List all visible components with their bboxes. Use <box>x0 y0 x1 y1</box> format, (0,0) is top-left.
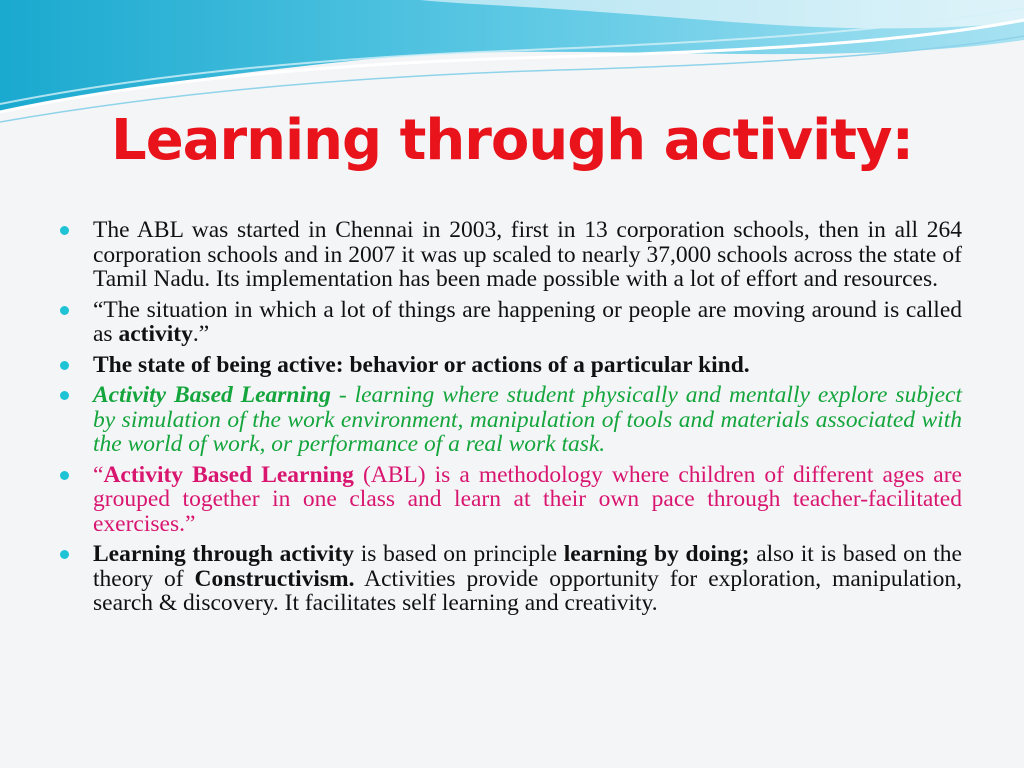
bullet-list <box>60 218 962 622</box>
bullet-bold-text: activity <box>118 321 193 347</box>
bullet-text: The ABL was started in Chennai in 2003, first in 13 corporation schools, then in all 264 corporation schools and in 2007 it was up scaled to nearly 37,000 schools across the state of Tamil Nadu. Its implementation has been made possible with a lot of effort and resources. <box>93 217 962 292</box>
bullet-bold-text: Learning through activity <box>93 541 355 567</box>
bullet-item <box>60 383 962 457</box>
bullet-item <box>60 298 962 347</box>
slide-title: Learning through activity: <box>111 108 913 173</box>
bullet-dot-icon <box>60 391 69 400</box>
bullet-text: (ABL) is a methodology where children of different ages are grouped together in one class and learn at their own pace through teacher-facilitated exercises.” <box>93 461 962 537</box>
bullet-bold-text: learning by doing; <box>563 541 750 567</box>
bullet-item <box>60 542 962 616</box>
bullet-dot-icon <box>60 550 69 559</box>
bullet-item <box>60 218 962 292</box>
bullet-dot-icon <box>60 471 69 480</box>
bullet-text: also it is based on the theory of <box>93 541 962 592</box>
bullet-bold-text: The state of being active: behavior or actions of a particular kind. <box>93 351 750 378</box>
bullet-item <box>60 353 962 378</box>
bullet-text: “ <box>93 461 104 488</box>
bullet-bold-text: Constructivism. <box>194 565 355 592</box>
bullet-text: is based on principle <box>354 541 564 567</box>
bullet-text: - learning where student physically and mentally explore subject by simulation of the work environment, manipulation of tools and materials associated with the world of work, or performance of a real work task. <box>93 382 962 457</box>
bullet-dot-icon <box>60 361 69 370</box>
bullet-item <box>60 463 962 537</box>
bullet-bold-text: Activity Based Learning <box>103 461 354 488</box>
bullet-text: Activities provide opportunity for exploration, manipulation, search & discovery. It facilitates self learning and creativity. <box>93 565 962 616</box>
bullet-text: .” <box>192 321 210 347</box>
bullet-text: “The situation in which a lot of things are happening or people are moving around is called as <box>93 296 962 347</box>
bullet-dot-icon <box>60 226 69 235</box>
bullet-bold-text: Activity Based Learning <box>93 382 331 408</box>
bullet-dot-icon <box>60 306 69 315</box>
